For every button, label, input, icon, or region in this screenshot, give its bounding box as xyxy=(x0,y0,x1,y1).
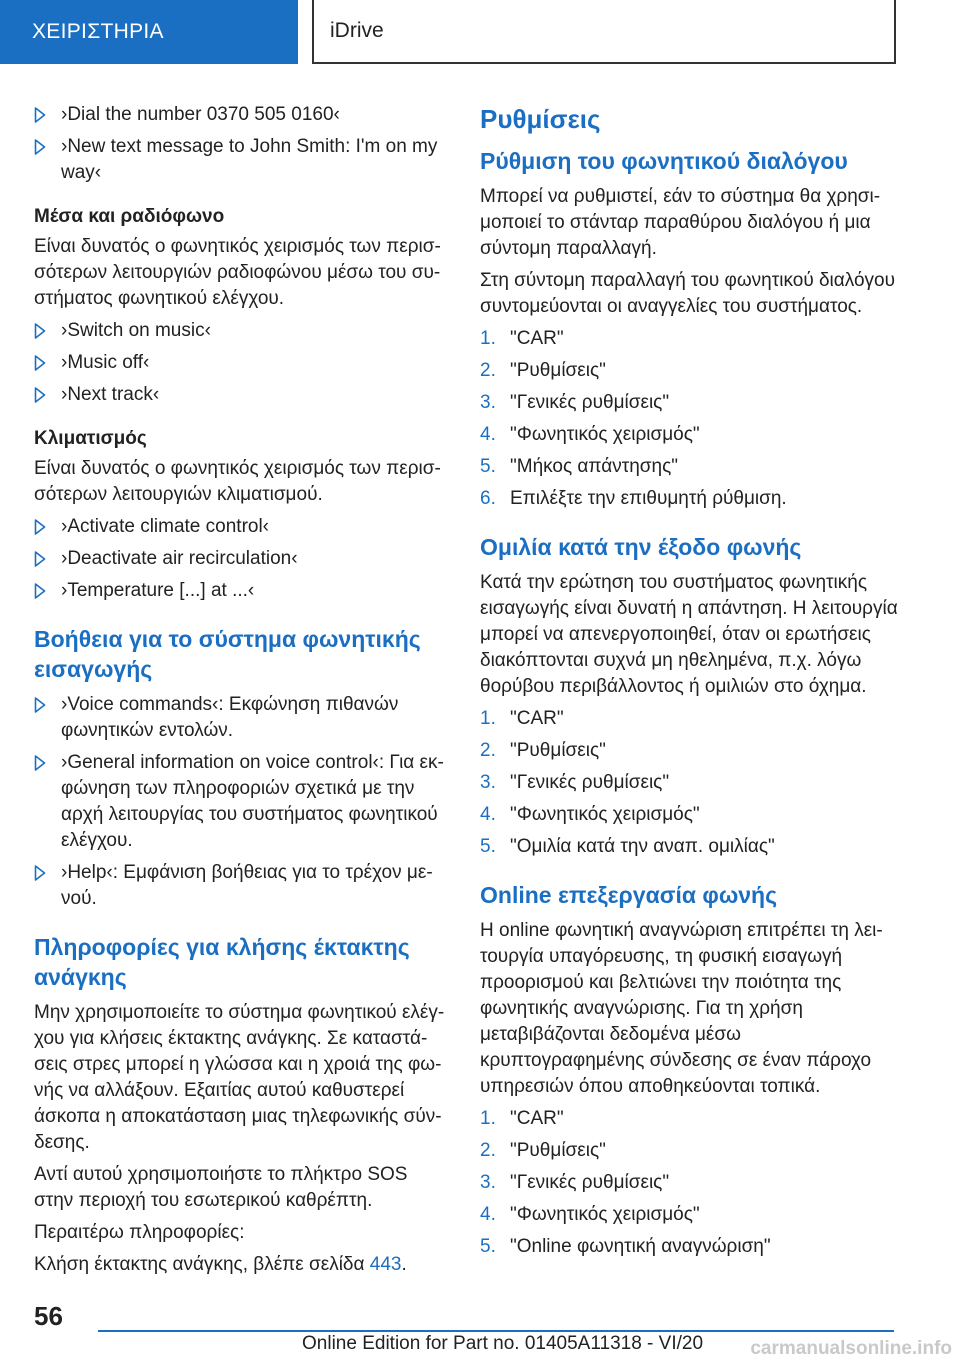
chapter-title: iDrive xyxy=(312,0,896,64)
step-text: "Ομιλία κατά την αναπ. ομιλίας" xyxy=(510,836,775,857)
right-column xyxy=(480,102,898,1266)
steps-dialog xyxy=(480,326,898,512)
triangle-right-icon xyxy=(34,105,46,125)
step-item xyxy=(480,770,898,796)
triangle-right-icon xyxy=(34,863,46,883)
climate-text: Είναι δυνατός ο φωνητικός χειρισμός των περισσότερων λειτουργιών κλιματισμού. xyxy=(34,458,441,505)
step-number: 2. xyxy=(480,1140,496,1161)
list-item-text: ›General information on voice control‹: Για εκφώνηση των πληροφοριών σχετικά με την αρχή λειτουργίας του συστήματος φωνητικού ελέγχου. xyxy=(61,752,444,851)
step-item xyxy=(480,1234,898,1260)
step-text: Επιλέξτε την επιθυμητή ρύθμιση. xyxy=(510,488,787,509)
step-item xyxy=(480,1202,898,1228)
list-item-text: ›Next track‹ xyxy=(61,384,160,405)
footer-divider xyxy=(98,1330,894,1332)
step-number: 1. xyxy=(480,328,496,349)
step-number: 5. xyxy=(480,1236,496,1257)
dialog-text-2: Στη σύντομη παραλλαγή του φωνητικού διαλόγου συντομεύονται οι αναγγελίες του συστήματος. xyxy=(480,270,896,317)
step-item xyxy=(480,390,898,416)
step-item xyxy=(480,326,898,352)
step-item xyxy=(480,358,898,384)
step-number: 3. xyxy=(480,1172,496,1193)
step-number: 4. xyxy=(480,804,496,825)
triangle-right-icon xyxy=(34,753,46,773)
list-item xyxy=(34,692,452,744)
list-item-text: ›Deactivate air recirculation‹ xyxy=(61,548,298,569)
step-text: "Γενικές ρυθμίσεις" xyxy=(510,772,670,793)
triangle-right-icon xyxy=(34,137,46,157)
bullet-list-examples xyxy=(34,102,452,186)
triangle-right-icon xyxy=(34,353,46,373)
step-item xyxy=(480,422,898,448)
emergency-text-1: Μην χρησιμοποιείτε το σύστημα φωνητικού ελέγχου για κλήσεις έκτακτης ανάγκης. Σε καταστάσεις στρες μπορεί η γλώσσα και η χροιά της φωνής να αλλάξουν. Εξαιτίας αυτού καθυστερεί άσκοπα η αποκατάσταση μιας τηλεφωνικής σύνδεσης. xyxy=(34,1002,445,1153)
step-number: 2. xyxy=(480,740,496,761)
triangle-right-icon xyxy=(34,695,46,715)
left-column xyxy=(34,102,452,1284)
step-item xyxy=(480,486,898,512)
speak-text-1: Κατά την ερώτηση του συστήματος φωνητικής εισαγωγής είναι δυνατή η απάντηση. Η λειτουργία μπορεί να απενεργοποιηθεί, όταν οι ερωτήσεις διακόπτονται συχνά μη ηθελημένα, π.χ. λόγω θορύβου περιβάλλοντος ή ομιλιών στο όχημα. xyxy=(480,572,898,697)
step-item xyxy=(480,454,898,480)
page-number: 56 xyxy=(34,1301,63,1331)
emergency-heading: Πληροφορίες για κλήσης έκτακτης ανάγκης xyxy=(34,934,410,990)
list-item-text: ›Temperature [...] at ...‹ xyxy=(61,580,255,601)
step-number: 4. xyxy=(480,424,496,445)
step-item xyxy=(480,1138,898,1164)
step-text: "Online φωνητική αναγνώριση" xyxy=(510,1236,771,1257)
list-item xyxy=(34,318,452,344)
step-text: "Ρυθμίσεις" xyxy=(510,740,606,761)
step-item xyxy=(480,738,898,764)
step-number: 1. xyxy=(480,1108,496,1129)
emergency-text-3: Περαιτέρω πληροφορίες: xyxy=(34,1222,245,1243)
bullet-list-media xyxy=(34,318,452,408)
list-item xyxy=(34,514,452,540)
emergency-ref-end: . xyxy=(401,1254,407,1275)
step-item xyxy=(480,802,898,828)
emergency-text-2: Αντί αυτού χρησιμοποιήστε το πλήκτρο SOS στην περιοχή του εσωτερικού καθρέπτη. xyxy=(34,1164,408,1211)
list-item-text: ›Dial the number 0370 505 0160‹ xyxy=(61,104,340,125)
steps-online xyxy=(480,1106,898,1260)
list-item-text: ›Help‹: Εμφάνιση βοήθειας για το τρέχον μενού. xyxy=(61,862,433,909)
page-link-443[interactable]: 443 xyxy=(369,1254,402,1275)
step-text: "Φωνητικός χειρισμός" xyxy=(510,424,700,445)
bullet-list-climate xyxy=(34,514,452,604)
step-text: "Ρυθμίσεις" xyxy=(510,1140,606,1161)
step-number: 4. xyxy=(480,1204,496,1225)
list-item xyxy=(34,134,452,186)
step-text: "CAR" xyxy=(510,328,564,349)
step-text: "Μήκος απάντησης" xyxy=(510,456,678,477)
online-heading: Online επεξεργασία φωνής xyxy=(480,882,778,908)
list-item-text: ›Voice commands‹: Εκφώνηση πιθανών φωνητικών εντολών. xyxy=(61,694,399,741)
bullet-list-help xyxy=(34,692,452,912)
step-number: 5. xyxy=(480,836,496,857)
list-item xyxy=(34,578,452,604)
step-text: "Φωνητικός χειρισμός" xyxy=(510,1204,700,1225)
triangle-right-icon xyxy=(34,549,46,569)
step-number: 5. xyxy=(480,456,496,477)
dialog-heading: Ρύθμιση του φωνητικού διαλόγου xyxy=(480,148,848,174)
triangle-right-icon xyxy=(34,517,46,537)
step-item xyxy=(480,1170,898,1196)
step-text: "Γενικές ρυθμίσεις" xyxy=(510,1172,670,1193)
list-item xyxy=(34,102,452,128)
list-item-text: ›New text message to John Smith: I'm on my way‹ xyxy=(61,136,438,183)
list-item-text: ›Switch on music‹ xyxy=(61,320,211,341)
settings-title: Ρυθμίσεις xyxy=(480,104,601,134)
edition-text: Online Edition for Part no. 01405A11318 - VI/20 xyxy=(302,1333,704,1354)
media-text: Είναι δυνατός ο φωνητικός χειρισμός των περισσότερων λειτουργιών ραδιοφώνου μέσω του συστήματος φωνητικού ελέγχου. xyxy=(34,236,441,309)
online-text-1: Η online φωνητική αναγνώριση επιτρέπει τη λειτουργία υπαγόρευσης, τη φυσική εισαγωγή προορισμού και βελτιώνει την ποιότητα της φωνητικής αναγνώρισης. Για τη χρήση μεταβιβάζονται δεδομένα μέσω κρυπτογραφημένης σύνδεσης σε έναν πάροχο υπηρεσιών όπου αποθηκεύονται τοπικά. xyxy=(480,920,883,1097)
section-tab: ΧΕΙΡΙΣΤΗΡΙΑ xyxy=(0,0,298,64)
emergency-text-4 xyxy=(34,1252,452,1278)
step-number: 3. xyxy=(480,392,496,413)
list-item xyxy=(34,546,452,572)
step-text: "Γενικές ρυθμίσεις" xyxy=(510,392,670,413)
speak-heading: Ομιλία κατά την έξοδο φωνής xyxy=(480,534,802,560)
list-item xyxy=(34,350,452,376)
step-item xyxy=(480,706,898,732)
triangle-right-icon xyxy=(34,321,46,341)
watermark: carmanualsonline.info xyxy=(750,1338,952,1359)
emergency-ref-text: Κλήση έκτακτης ανάγκης, βλέπε σελίδα xyxy=(34,1254,370,1275)
step-number: 3. xyxy=(480,772,496,793)
list-item-text: ›Music off‹ xyxy=(61,352,150,373)
triangle-right-icon xyxy=(34,385,46,405)
list-item xyxy=(34,860,452,912)
climate-heading: Κλιματισμός xyxy=(34,428,147,449)
steps-speak xyxy=(480,706,898,860)
step-text: "Ρυθμίσεις" xyxy=(510,360,606,381)
step-number: 2. xyxy=(480,360,496,381)
step-number: 1. xyxy=(480,708,496,729)
triangle-right-icon xyxy=(34,581,46,601)
list-item xyxy=(34,750,452,854)
list-item xyxy=(34,382,452,408)
step-text: "CAR" xyxy=(510,1108,564,1129)
dialog-text-1: Μπορεί να ρυθμιστεί, εάν το σύστημα θα χρησιμοποιεί το στάνταρ παραθύρου διαλόγου ή μια σύντομη παραλλαγή. xyxy=(480,186,881,259)
step-item xyxy=(480,1106,898,1132)
media-heading: Μέσα και ραδιόφωνο xyxy=(34,206,225,227)
list-item-text: ›Activate climate control‹ xyxy=(61,516,270,537)
step-item xyxy=(480,834,898,860)
step-text: "CAR" xyxy=(510,708,564,729)
step-text: "Φωνητικός χειρισμός" xyxy=(510,804,700,825)
help-heading: Βοήθεια για το σύστημα φωνητικής εισαγωγής xyxy=(34,626,421,682)
step-number: 6. xyxy=(480,488,496,509)
